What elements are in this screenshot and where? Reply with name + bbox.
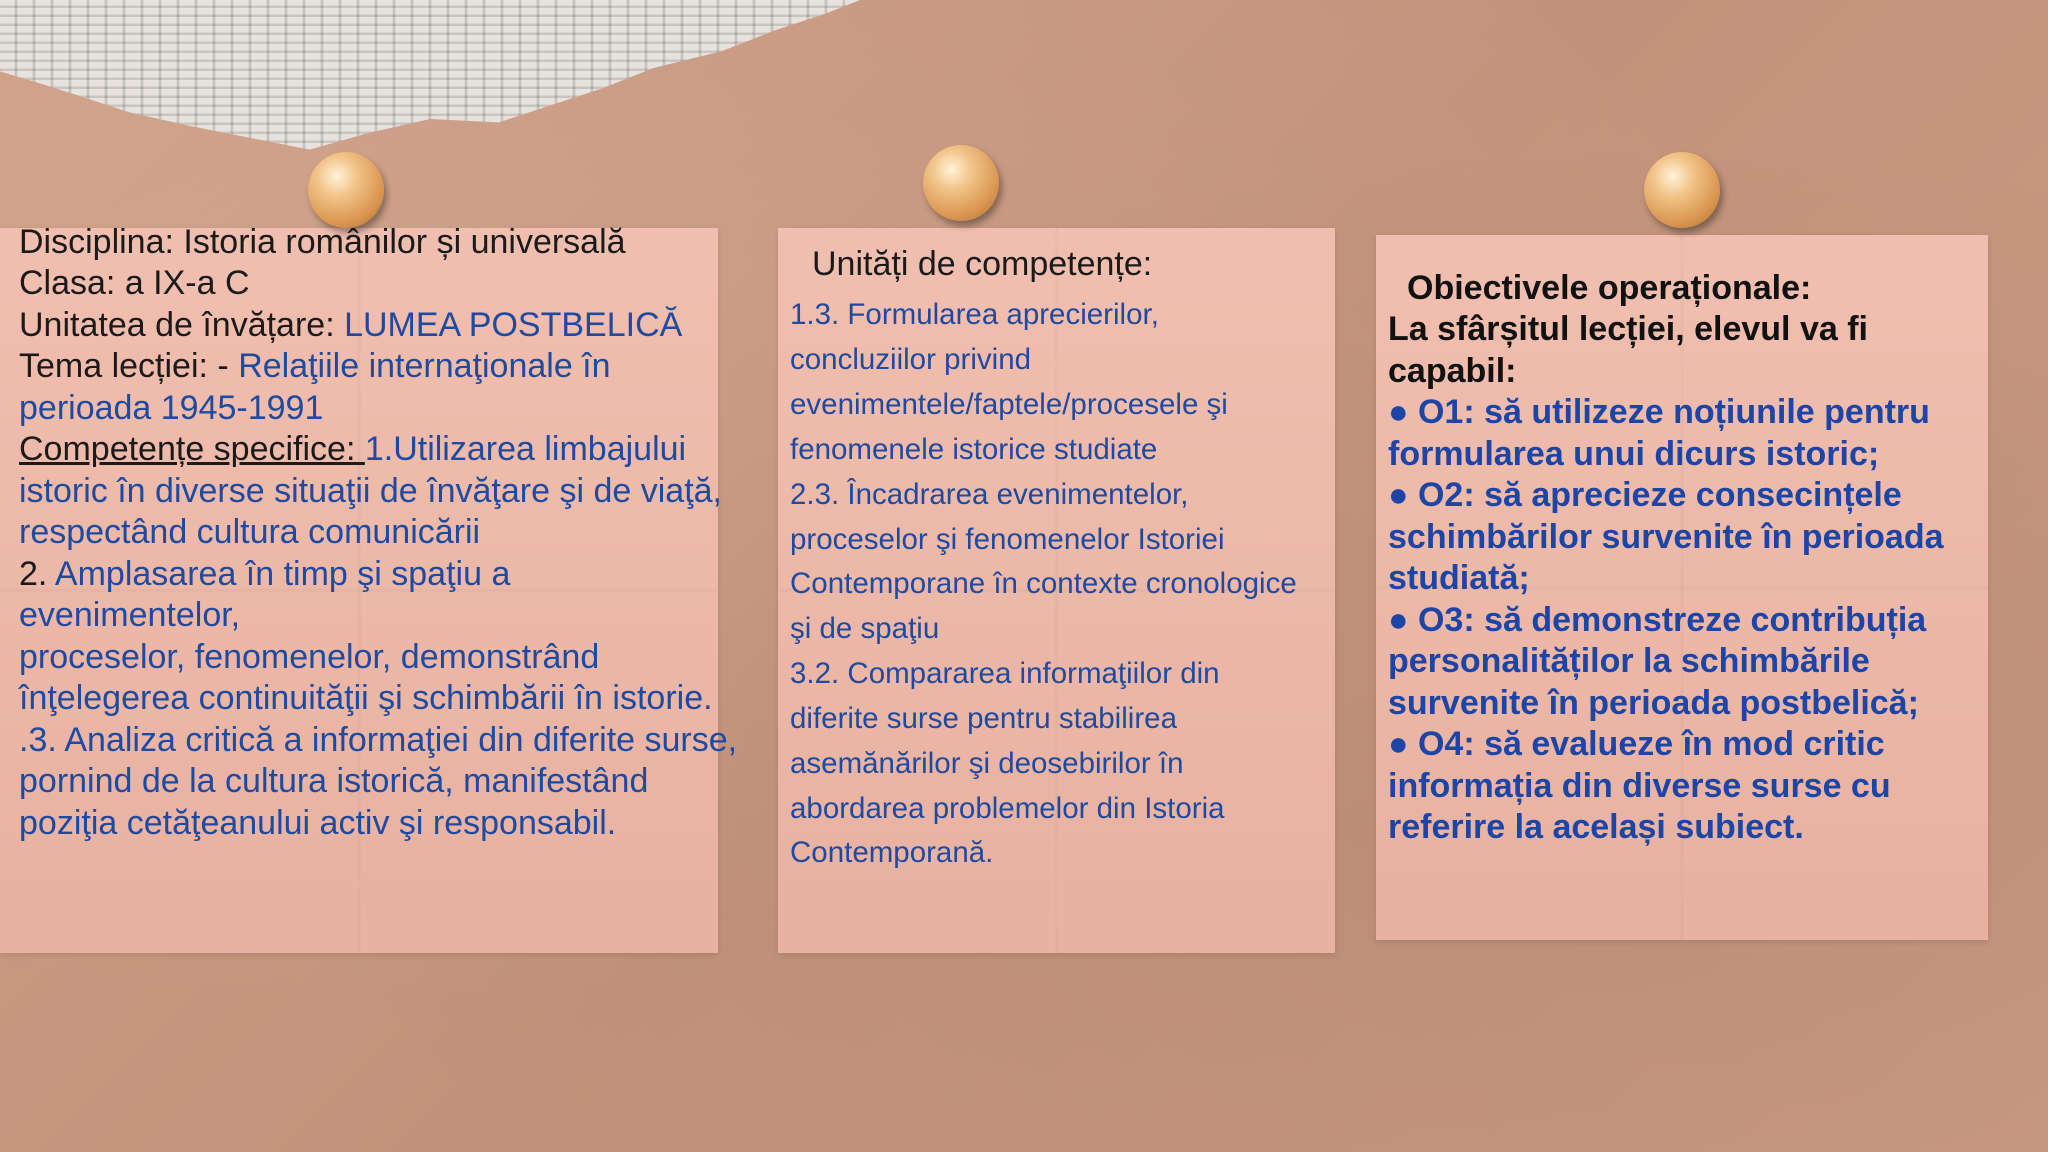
lesson-info-text xyxy=(19,222,739,844)
unit-1-3: 1.3. Formularea aprecierilor, concluziilor privind evenimentele/faptele/procesele şi fenomenele istorice studiate xyxy=(790,298,1228,466)
competence-2-line xyxy=(19,554,739,637)
pushpin-1 xyxy=(308,152,384,228)
objective-o3: ● O3: să demonstreze contribuția personalităților la schimbările survenite în perioada postbelică; xyxy=(1388,600,1927,722)
competence-units-text xyxy=(790,244,1310,876)
units-list xyxy=(790,293,1310,876)
pushpin-2 xyxy=(923,145,999,221)
unit-2-3: 2.3. Încadrarea evenimentelor, proceselor şi fenomenelor Istoriei Contemporane în contexte cronologice xyxy=(790,477,1297,601)
competence-2-number: 2. xyxy=(19,554,48,593)
unit-label: Unitatea de învățare: xyxy=(19,305,345,344)
competence-2: Amplasarea în timp şi spaţiu a evenimentelor, xyxy=(19,554,511,635)
objectives-intro: La sfârșitul lecției, elevul va fi capabil: xyxy=(1388,310,1868,390)
objective-o1: ● O1: să utilizeze noțiunile pentru formularea unui dicurs istoric; xyxy=(1388,393,1930,473)
topic-line xyxy=(19,346,739,429)
competence-3: .3. Analiza critică a informaţiei din diferite surse, xyxy=(19,720,738,759)
objectives-text xyxy=(1388,268,1988,849)
newspaper-texture xyxy=(0,0,860,170)
competences-label: Competențe specifice: xyxy=(19,430,365,469)
objective-o4: ● O4: să evalueze în mod critic informația din diverse surse cu referire la același subiect. xyxy=(1388,725,1891,847)
topic-value: Relaţiile internaţionale în perioada 1945-1991 xyxy=(19,347,611,427)
unit-2-3-continued: şi de spaţiu xyxy=(790,612,940,646)
competence-3-continued: pornind de la cultura istorică, manifestând poziţia cetăţeanului activ şi responsabil. xyxy=(19,762,649,842)
competence-2-continued: proceselor, fenomenelor, demonstrând înţelegerea continuităţii şi schimbării în istorie. xyxy=(19,637,713,718)
pushpin-3 xyxy=(1644,152,1720,228)
topic-label: Tema lecției: - xyxy=(19,347,239,386)
competence-1: 1.Utilizarea limbajului istoric în diverse situaţii de învăţare şi de viaţă, respectând cultura comunicării xyxy=(19,430,722,552)
discipline-line: Disciplina: Istoria românilor și universală xyxy=(19,223,626,261)
unit-3-2: 3.2. Compararea informaţiilor din diferite surse pentru stabilirea asemănărilor şi deosebirilor în abordarea problemelor din Istoria Contemporană. xyxy=(790,657,1225,870)
units-title: Unități de competențe: xyxy=(812,245,1153,283)
unit-line xyxy=(19,305,739,346)
objectives-title: Obiectivele operaționale: xyxy=(1407,269,1812,307)
class-line: Clasa: a IX-a C xyxy=(19,264,250,303)
objective-o2: ● O2: să aprecieze consecințele schimbărilor survenite în perioada studiată; xyxy=(1388,476,1944,598)
unit-value: LUMEA POSTBELICĂ xyxy=(344,305,683,344)
competences-line xyxy=(19,429,739,553)
